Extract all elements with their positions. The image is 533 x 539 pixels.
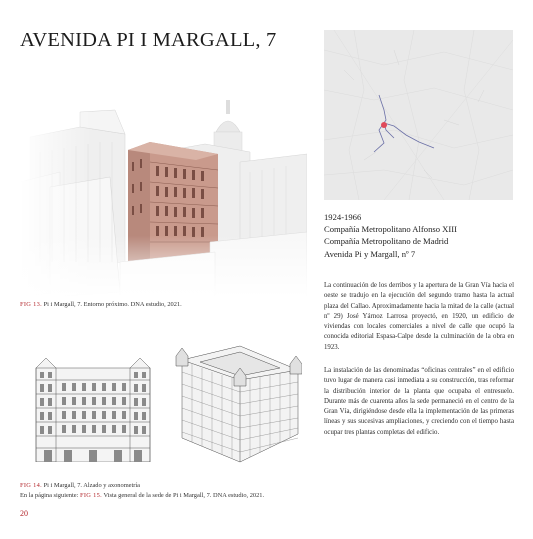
page-title: AVENIDA PI I MARGALL, 7 (20, 29, 277, 51)
figure-14-caption (20, 482, 140, 489)
page-number: 20 (20, 509, 28, 518)
figure-label: FIG 15. (79, 492, 102, 499)
project-years: 1924-1966 (324, 212, 362, 222)
next-page-caption (20, 492, 264, 499)
company-name-2: Compañía Metropolitano de Madrid (324, 236, 449, 247)
project-metadata (324, 211, 457, 260)
axonometric-drawing (170, 342, 302, 464)
figure-label: FIG 13. (20, 301, 42, 308)
elevation-drawing (34, 348, 152, 462)
body-paragraph-1: La continuación de los derribos y la apertura de la Gran Vía hacia el oeste se tradujo en la ejecución del segundo tramo hasta la actual plaza del Callao. Aproximadamente hacia la mitad de la calle (actual nº 29) José Yárnoz Larrosa proyectó, en 1920, un edificio de viviendas con locales comerciales a nivel de calle que ocupó la conocida editorial Espasa-Calpe desde la culminación de la obra en 1923. (324, 282, 514, 351)
figure-13-caption (20, 301, 182, 308)
caption-prefix: En la página siguiente: (20, 492, 80, 499)
figure-caption-text: Pi i Margall, 7. Entorno próximo. DNA estudio, 2021. (41, 301, 182, 308)
figure-caption-text: Vista general de la sede de Pi i Margall, 7. DNA estudio, 2021. (101, 492, 265, 499)
body-paragraph-2: La instalación de las denominadas “oficinas centrales” en el edificio tuvo lugar de manera casi inmediata a su construcción, tras reformar la distribución interior de la planta que ocupaba el entresuelo. Durante más de cuarenta años la sede permaneció en el centro de la Gran Vía, dirigiéndose desde ella la implementación de las primeras líneas y sus sucesivas ampliaciones, y creciendo con el tiempo hasta ocupar tres plantas completas del edificio. (324, 367, 514, 436)
location-map-image (324, 30, 513, 200)
figure-label: FIG 14. (20, 482, 42, 489)
environment-render-image (20, 92, 307, 297)
project-address: Avenida Pi y Margall, nº 7 (324, 248, 416, 259)
figure-caption-text: Pi i Margall, 7. Alzado y axonometría (41, 482, 141, 489)
company-name-1: Compañía Metropolitano Alfonso XIII (324, 224, 457, 235)
